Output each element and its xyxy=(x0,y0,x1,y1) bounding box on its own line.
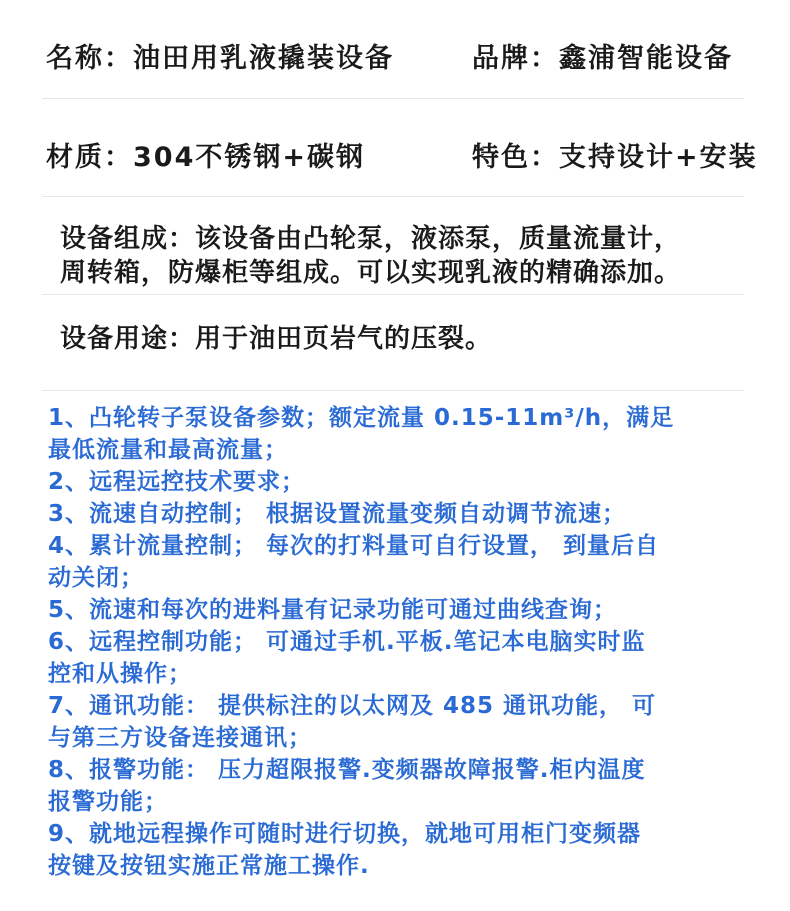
product-material: 材质：304不锈钢+碳钢 xyxy=(46,142,365,173)
composition-line: 设备组成：该设备由凸轮泵，液添泵，质量流量计， xyxy=(60,224,682,254)
detail-line: 最低流量和最高流量； xyxy=(48,437,288,463)
detail-line: 4、累计流量控制； 每次的打料量可自行设置， 到量后自 xyxy=(48,533,660,559)
composition-line: 周转箱，防爆柜等组成。可以实现乳液的精确添加。 xyxy=(60,258,682,288)
detail-line: 7、通讯功能： 提供标注的以太网及 485 通讯功能， 可 xyxy=(48,693,657,719)
divider xyxy=(42,390,744,391)
detail-line: 3、流速自动控制； 根据设置流量变频自动调节流速； xyxy=(48,501,627,527)
detail-line: 5、流速和每次的进料量有记录功能可通过曲线查询； xyxy=(48,597,618,623)
equipment-usage xyxy=(60,322,780,356)
detail-line: 6、远程控制功能； 可通过手机.平板.笔记本电脑实时监 xyxy=(48,629,646,655)
detail-line: 动关闭； xyxy=(48,565,144,591)
equipment-composition xyxy=(60,222,780,290)
usage-line: 设备用途：用于油田页岩气的压裂。 xyxy=(60,324,493,354)
product-name: 名称：油田用乳液撬装设备 xyxy=(46,43,394,74)
technical-details xyxy=(48,402,778,882)
detail-line: 控和从操作； xyxy=(48,661,192,687)
product-feature: 特色：支持设计+安装 xyxy=(472,142,758,173)
divider xyxy=(42,294,744,295)
detail-line: 按键及按钮实施正常施工操作. xyxy=(48,853,370,879)
detail-line: 8、报警功能： 压力超限报警.变频器故障报警.柜内温度 xyxy=(48,757,646,783)
detail-line: 2、远程远控技术要求； xyxy=(48,469,306,495)
divider xyxy=(42,196,744,197)
product-brand: 品牌：鑫浦智能设备 xyxy=(472,43,733,74)
detail-line: 1、凸轮转子泵设备参数；额定流量 0.15-11m³/h，满足 xyxy=(48,405,675,431)
detail-line: 与第三方设备连接通讯； xyxy=(48,725,312,751)
detail-line: 9、就地远程操作可随时进行切换，就地可用柜门变频器 xyxy=(48,821,642,847)
divider xyxy=(42,98,744,99)
detail-line: 报警功能； xyxy=(48,789,168,815)
